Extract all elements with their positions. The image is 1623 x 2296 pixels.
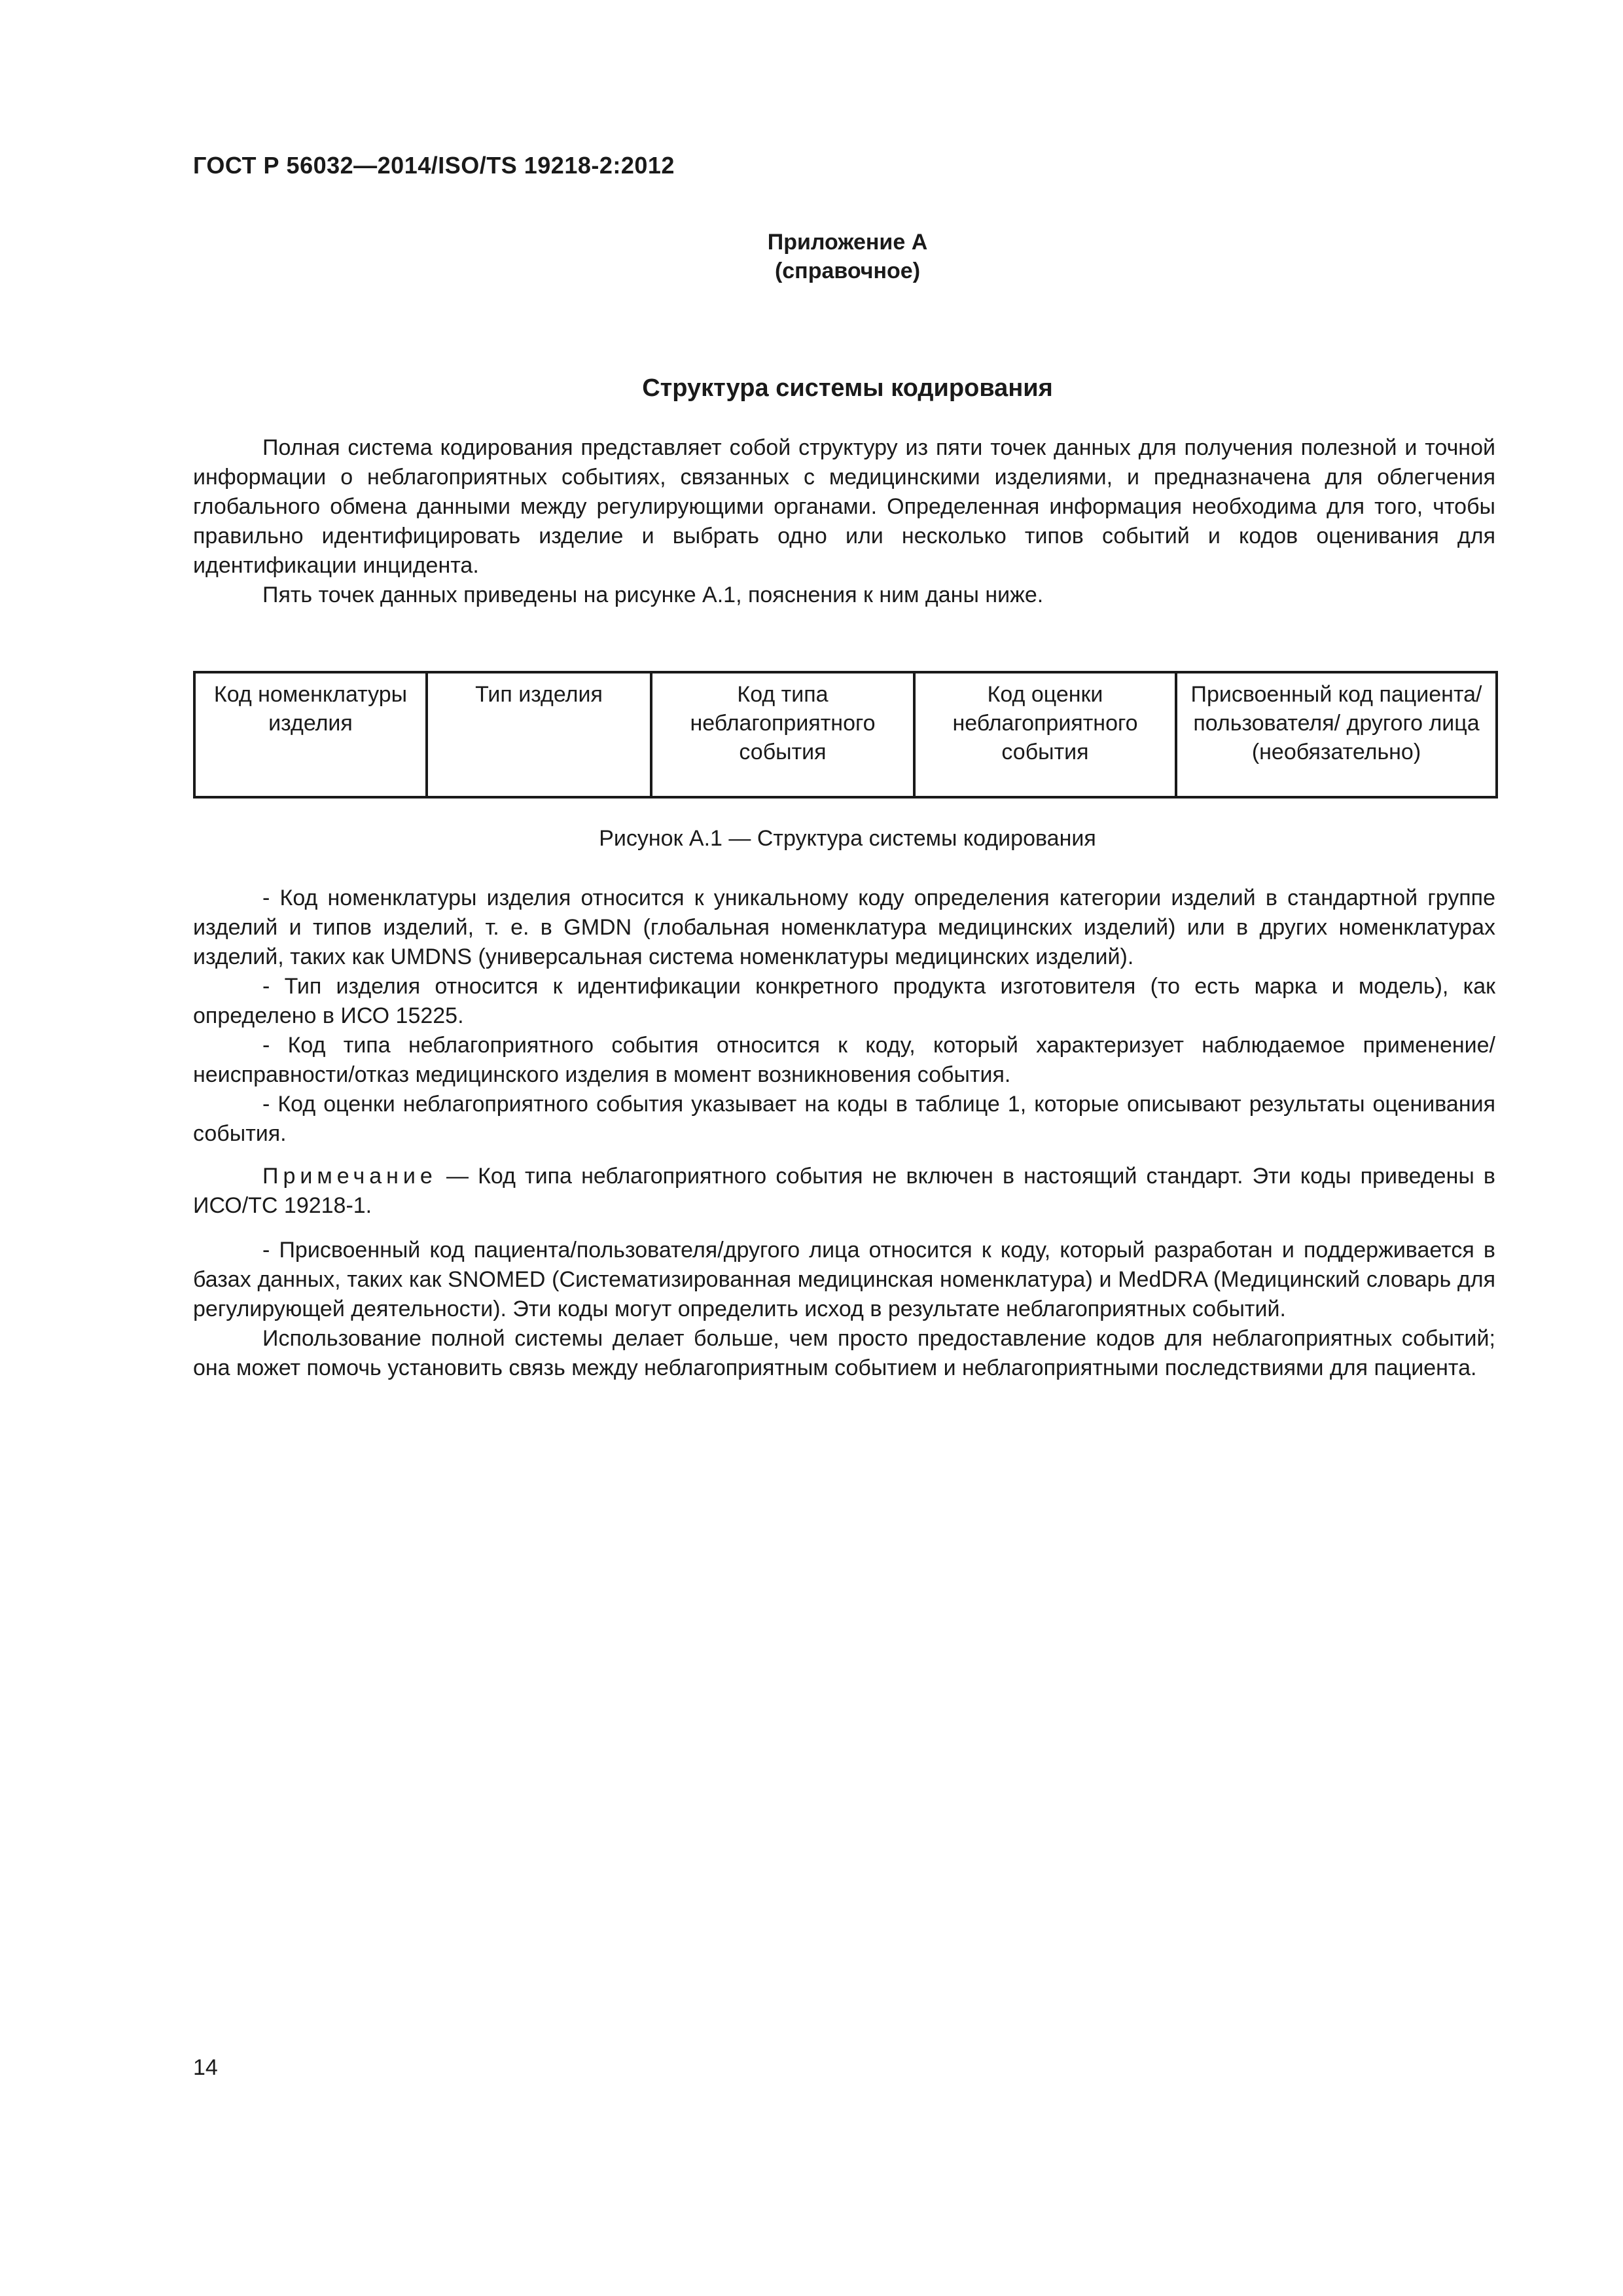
closing-text (193, 1236, 1495, 1383)
note-text: — Код типа неблагоприятного события не включен в настоящий стандарт. Эти коды приведены в ИСО/ТС 19218-1. (193, 1164, 1495, 1218)
closing-paragraph: - Присвоенный код пациента/пользователя/другого лица относится к коду, который разработан и поддерживается в базах данных, таких как SNOMED (Систематизированная медицинская номенклатура) и MedDRA (Медицинский словарь для регулирующей деятельности). Эти коды могут определить исход в результате неблагоприятных событий. (193, 1238, 1495, 1321)
figure-cell-evaluation-code: Код оценки неблагоприятного события (914, 672, 1176, 797)
page-number: 14 (193, 2055, 218, 2080)
section-title: Структура системы кодирования (642, 374, 1053, 402)
document-code-header: ГОСТ Р 56032—2014/ISO/TS 19218-2:2012 (193, 152, 675, 179)
list-item: - Код оценки неблагоприятного события указывает на коды в таблице 1, которые описывают результаты оценивания события. (193, 1092, 1495, 1146)
intro-paragraph: Полная система кодирования представляет собой структуру из пяти точек данных для получения полезной и точной информации о неблагоприятных событиях, связанных с медицинскими изделиями, и предназначена для облегчения глобального обмена данными между регулирующими органами. Определенная информация необходима для того, чтобы правильно идентифицировать изделие и выбрать одно или несколько типов событий и кодов оценивания для идентификации инцидента. (193, 435, 1495, 578)
list-item: - Тип изделия относится к идентификации конкретного продукта изготовителя (то есть марка и модель), как определено в ИСО 15225. (193, 974, 1495, 1028)
figure-cell-device-type: Тип изделия (427, 672, 651, 797)
appendix-heading (0, 228, 1623, 285)
coding-structure-figure (193, 671, 1498, 798)
explanation-list (193, 884, 1495, 1149)
list-item: - Код номенклатуры изделия относится к уникальному коду определения категории изделий в стандартной группе изделий и типов изделий, т. е. в GMDN (глобальная номенклатура медицинских изделий) или в других номенклатурах изделий, таких как UMDNS (универсальная система номенклатуры медицинских изделий). (193, 886, 1495, 969)
intro-paragraph: Пять точек данных приведены на рисунке А.1, пояснения к ним даны ниже. (262, 583, 1044, 607)
note-label: Примечание (262, 1164, 437, 1189)
note-paragraph (193, 1162, 1495, 1221)
appendix-title: Приложение А (767, 230, 928, 255)
figure-cell-event-type-code: Код типа неблагоприятного события (651, 672, 914, 797)
figure-caption: Рисунок А.1 — Структура системы кодирования (599, 826, 1096, 851)
intro-text (193, 433, 1495, 610)
note-block (193, 1162, 1495, 1221)
figure-cell-nomenclature-code: Код номенклатуры изделия (194, 672, 427, 797)
appendix-type: (справочное) (774, 259, 921, 283)
figure-cell-patient-code: Присвоенный код пациента/пользователя/ другого лица (необязательно) (1176, 672, 1497, 797)
closing-paragraph: Использование полной системы делает больше, чем просто предоставление кодов для неблагоприятных событий; она может помочь установить связь между неблагоприятным событием и неблагоприятными последствиями для пациента. (193, 1326, 1495, 1380)
list-item: - Код типа неблагоприятного события относится к коду, который характеризует наблюдаемое применение/неисправности/отказ медицинского изделия в момент возникновения события. (193, 1033, 1495, 1087)
